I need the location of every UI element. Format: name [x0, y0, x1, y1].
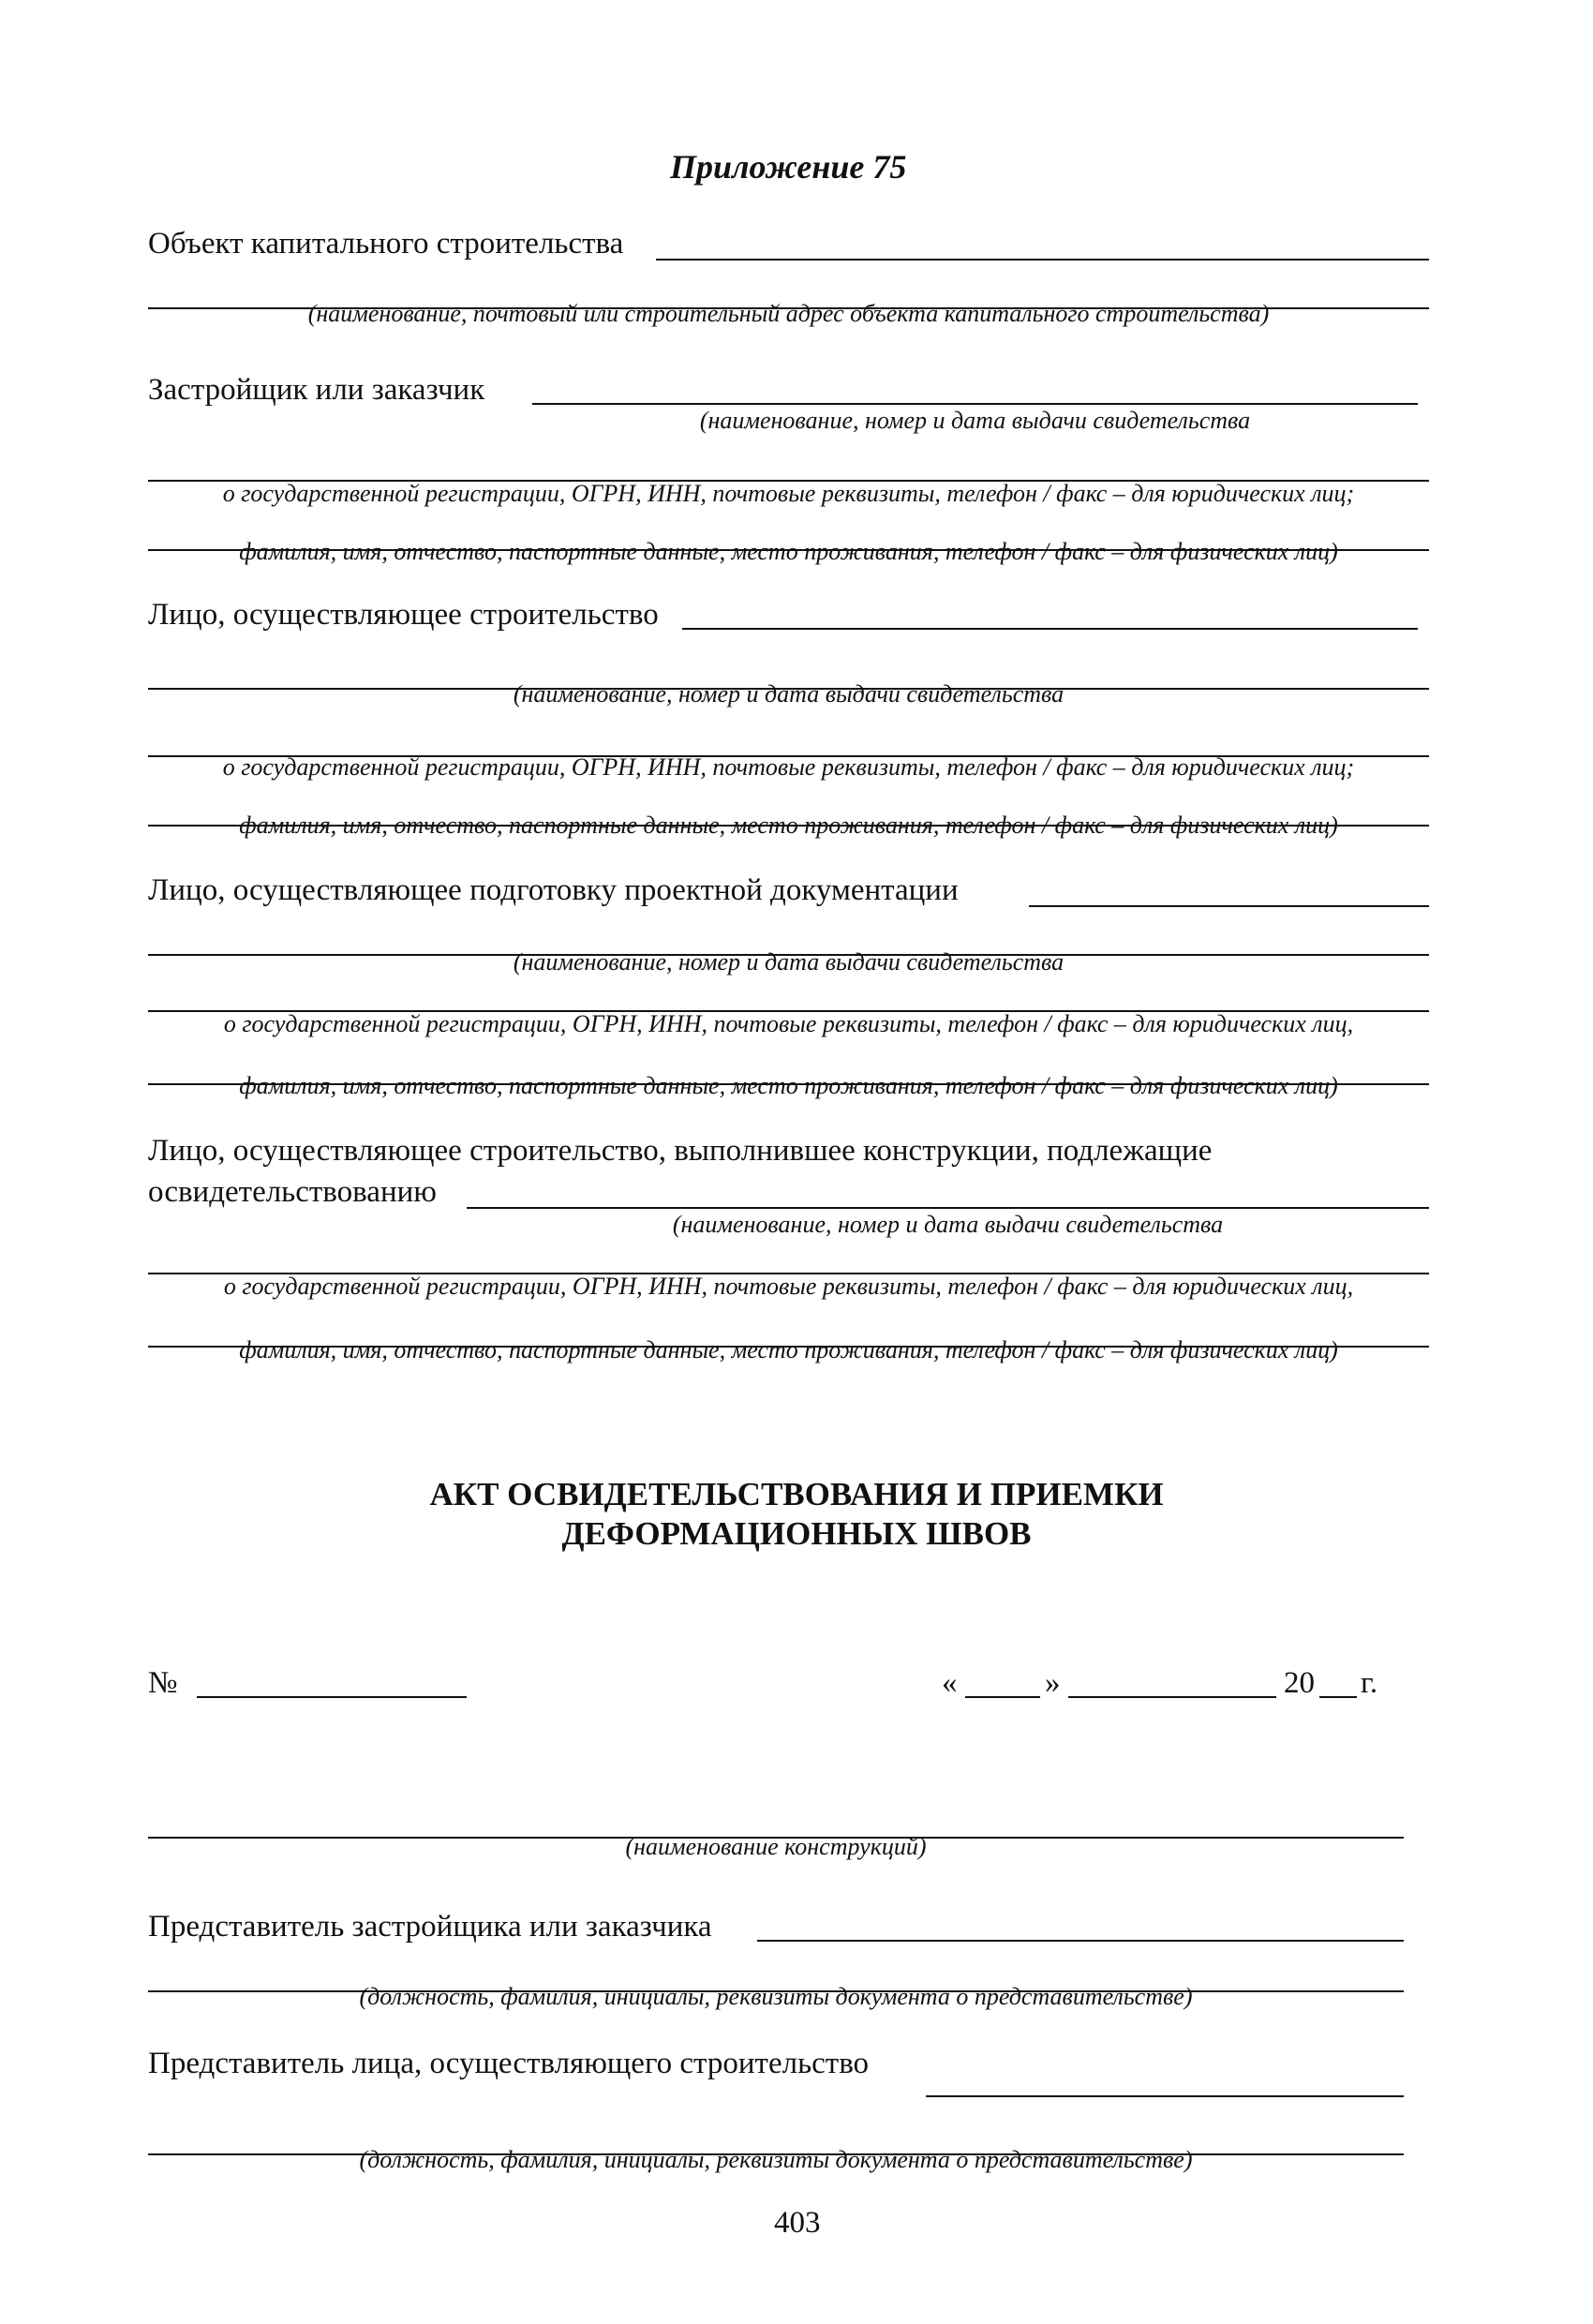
developer-rep-label: Представитель застройщика или заказчика	[148, 1910, 712, 1944]
appendix-title: Приложение 75	[670, 148, 907, 186]
designer-caption-1: (наименование, номер и дата выдачи свидетельства	[513, 948, 1064, 976]
builder-caption-2: о государственной регистрации, ОГРН, ИНН, почтовые реквизиты, телефон / факс – для юридических лиц;	[222, 753, 1355, 781]
act-title-line-2: ДЕФОРМАЦИОННЫХ ШВОВ	[561, 1515, 1032, 1552]
act-title-line-1: АКТ ОСВИДЕТЕЛЬСТВОВАНИЯ И ПРИЕМКИ	[429, 1476, 1164, 1512]
builder-label: Лицо, осуществляющее строительство	[148, 598, 659, 632]
developer-rep-field[interactable]	[757, 1940, 1404, 1942]
date-year-field[interactable]	[1319, 1696, 1357, 1698]
developer-field[interactable]	[532, 403, 1418, 405]
structures-builder-caption-2: о государственной регистрации, ОГРН, ИНН, почтовые реквизиты, телефон / факс – для юридических лиц,	[223, 1273, 1354, 1300]
designer-caption-3: фамилия, имя, отчество, паспортные данные, место проживания, телефон / факс – для физических лиц)	[239, 1072, 1338, 1099]
date-year-suffix: г.	[1361, 1666, 1378, 1700]
structures-builder-caption-1: (наименование, номер и дата выдачи свидетельства	[672, 1211, 1224, 1238]
number-field[interactable]	[197, 1696, 467, 1698]
builder-rep-field[interactable]	[926, 2095, 1404, 2097]
structures-builder-field[interactable]	[467, 1207, 1429, 1209]
number-label: №	[148, 1666, 178, 1700]
structures-builder-label-1: Лицо, осуществляющее строительство, выполнившее конструкции, подлежащие	[148, 1134, 1213, 1168]
date-day-field[interactable]	[965, 1696, 1040, 1698]
date-year-prefix: 20	[1284, 1666, 1315, 1700]
developer-caption-2: о государственной регистрации, ОГРН, ИНН, почтовые реквизиты, телефон / факс – для юридических лиц;	[222, 480, 1355, 507]
builder-caption-1: (наименование, номер и дата выдачи свидетельства	[513, 680, 1064, 708]
developer-label: Застройщик или заказчик	[148, 373, 485, 407]
designer-label: Лицо, осуществляющее подготовку проектной документации	[148, 873, 959, 907]
structures-builder-label-2: освидетельствованию	[148, 1175, 437, 1209]
structures-caption: (наименование конструкций)	[625, 1833, 927, 1860]
object-caption: (наименование, почтовый или строительный адрес объекта капитального строительства)	[307, 300, 1270, 327]
structures-builder-caption-3: фамилия, имя, отчество, паспортные данные, место проживания, телефон / факс – для физических лиц)	[239, 1336, 1338, 1363]
date-open-quote: «	[942, 1666, 958, 1700]
builder-caption-3: фамилия, имя, отчество, паспортные данные, место проживания, телефон / факс – для физических лиц)	[239, 812, 1338, 839]
builder-rep-label: Представитель лица, осуществляющего строительство	[148, 2047, 870, 2080]
date-month-field[interactable]	[1068, 1696, 1276, 1698]
builder-rep-caption: (должность, фамилия, инициалы, реквизиты документа о представительстве)	[359, 2146, 1193, 2173]
developer-rep-caption: (должность, фамилия, инициалы, реквизиты документа о представительстве)	[359, 1983, 1193, 2010]
date-close-quote: »	[1045, 1666, 1061, 1700]
act-title	[0, 1475, 1593, 1554]
page-number: 403	[774, 2206, 821, 2240]
designer-field[interactable]	[1029, 905, 1429, 907]
developer-caption-1: (наименование, номер и дата выдачи свидетельства	[699, 407, 1251, 434]
object-label: Объект капитального строительства	[148, 227, 624, 261]
designer-caption-2: о государственной регистрации, ОГРН, ИНН, почтовые реквизиты, телефон / факс – для юридических лиц,	[223, 1010, 1354, 1037]
developer-caption-3: фамилия, имя, отчество, паспортные данные, место проживания, телефон / факс – для физических лиц)	[239, 538, 1338, 565]
object-field[interactable]	[656, 259, 1429, 261]
builder-field[interactable]	[682, 628, 1418, 630]
